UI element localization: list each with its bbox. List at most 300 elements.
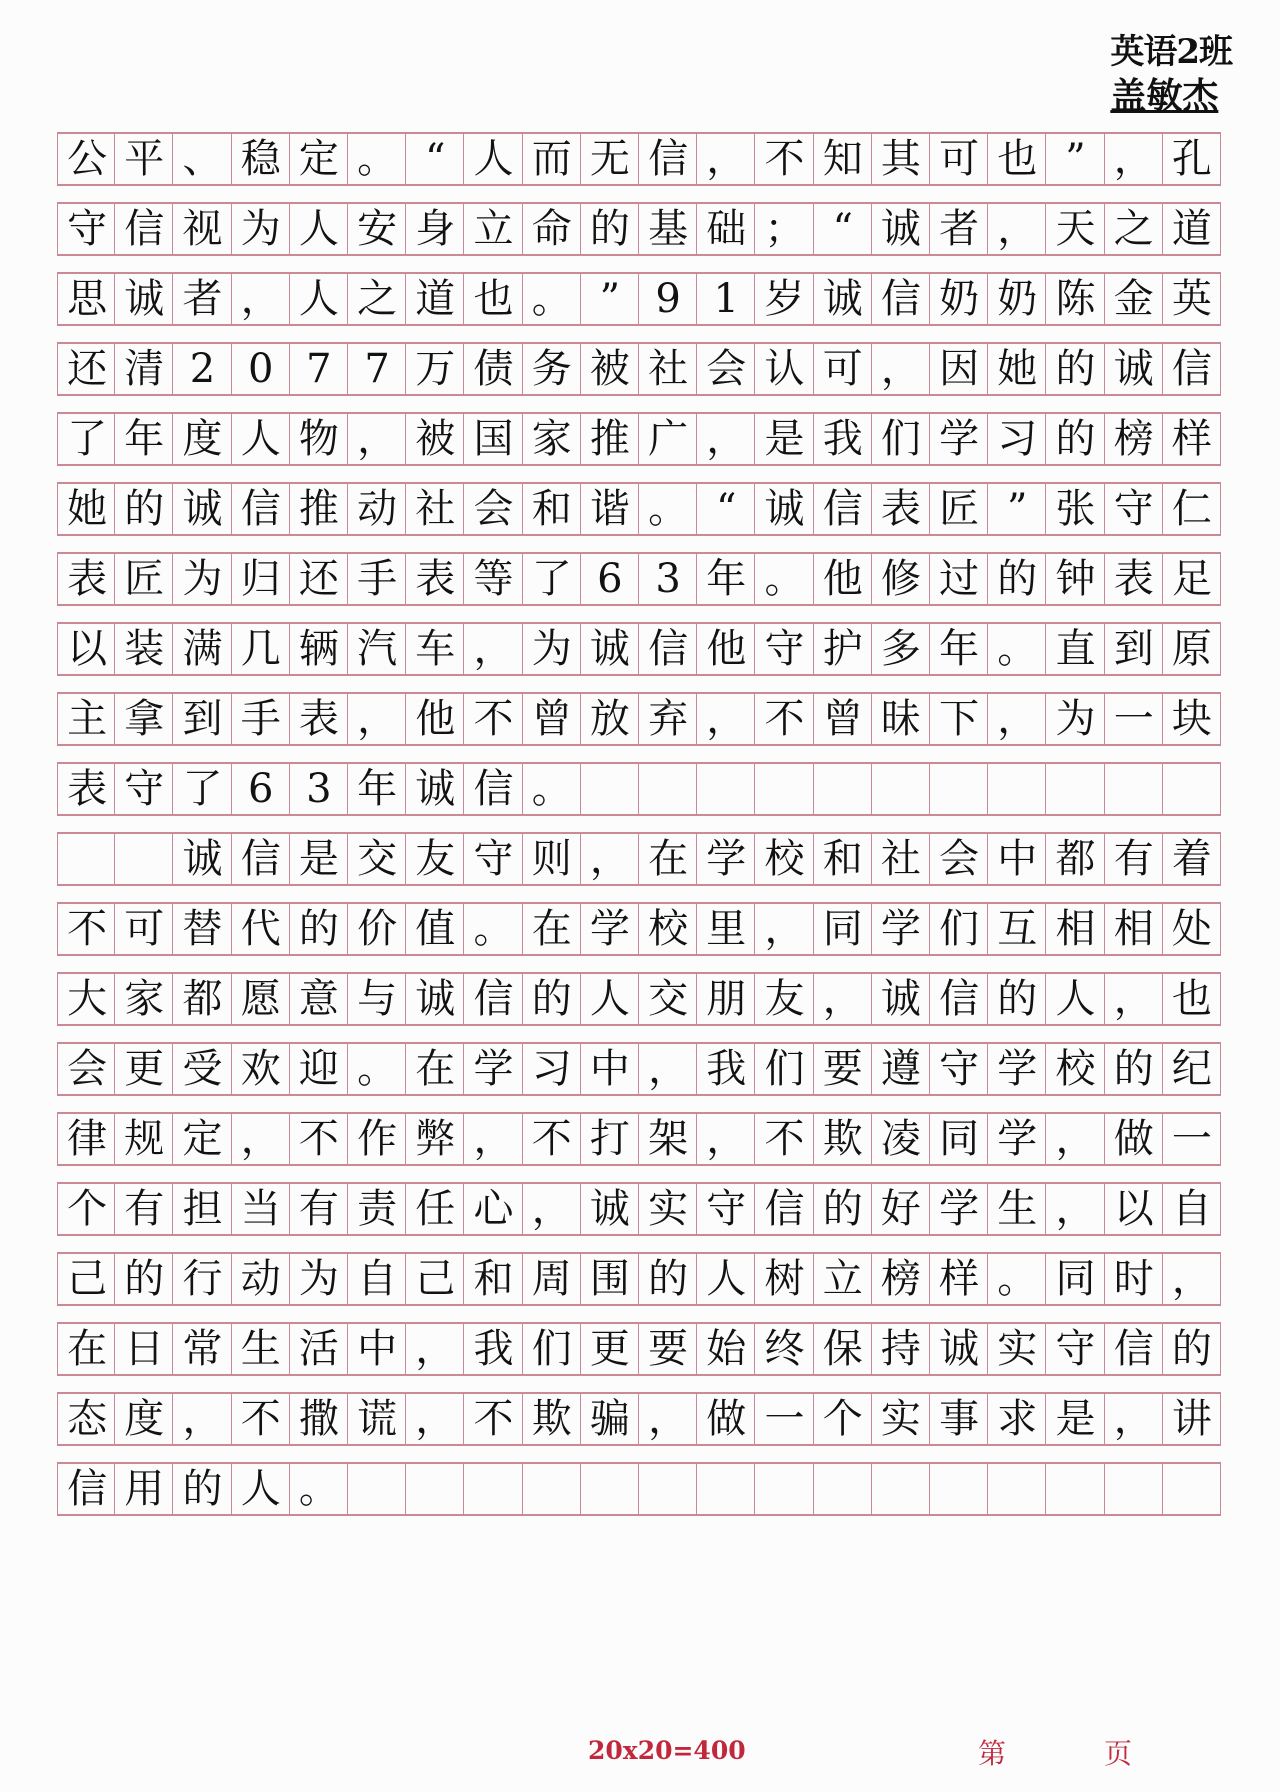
grid-cell: [872, 1254, 930, 1304]
grid-cell: [1105, 1324, 1163, 1374]
grid-cell: [988, 1324, 1046, 1374]
character: 代: [240, 906, 281, 952]
character: 也: [1171, 976, 1212, 1022]
grid-cell: [232, 204, 290, 254]
character: 的: [997, 976, 1038, 1022]
character: 友: [415, 836, 456, 882]
grid-cell: [523, 974, 581, 1024]
character: ，: [880, 346, 921, 392]
character: 知: [822, 136, 863, 182]
character: 诚: [415, 976, 456, 1022]
character: 学: [706, 836, 747, 882]
grid-row: [57, 1322, 1221, 1376]
grid-row: [57, 832, 1221, 886]
grid-cell: [930, 1254, 988, 1304]
grid-cell: [523, 904, 581, 954]
grid-row: [57, 342, 1221, 396]
character: 人: [589, 976, 630, 1022]
character: 清: [124, 346, 165, 392]
character: 奶: [997, 276, 1038, 322]
character: 的: [1113, 1046, 1154, 1092]
grid-row: [57, 202, 1221, 256]
grid-cell: [232, 1044, 290, 1094]
grid-cell: [406, 484, 464, 534]
character: 她: [997, 346, 1038, 392]
grid-cell: [290, 624, 348, 674]
character: 不: [67, 906, 108, 952]
grid-cell: [1046, 1394, 1104, 1444]
grid-cell: [1046, 904, 1104, 954]
character: 陈: [1055, 276, 1096, 322]
grid-cell: [173, 414, 231, 464]
character: 信: [1113, 1326, 1154, 1372]
grid-cell: [464, 1324, 522, 1374]
grid-cell: [115, 1044, 173, 1094]
grid-cell: [755, 1394, 813, 1444]
grid-cell: [755, 624, 813, 674]
character: 人: [240, 1466, 281, 1512]
character: 学: [939, 1186, 980, 1232]
grid-cell: [57, 624, 115, 674]
character: 友: [764, 976, 805, 1022]
character: 了: [182, 766, 223, 812]
grid-cell: [639, 1324, 697, 1374]
character: 欢: [240, 1046, 281, 1092]
grid-cell: [1046, 204, 1104, 254]
character: 会: [473, 486, 514, 532]
grid-cell: [639, 134, 697, 184]
grid-cell: [1105, 204, 1163, 254]
character: 块: [1171, 696, 1212, 742]
grid-row: [57, 902, 1221, 956]
character: 定: [182, 1116, 223, 1162]
grid-cell: [639, 1254, 697, 1304]
grid-cell: [988, 204, 1046, 254]
character: 行: [182, 1256, 223, 1302]
character: 身: [415, 206, 456, 252]
grid-cell: [348, 1324, 406, 1374]
character: 诚: [880, 976, 921, 1022]
character: 不: [473, 696, 514, 742]
character: 等: [473, 556, 514, 602]
character: ，: [531, 1186, 572, 1232]
grid-cell: [697, 1254, 755, 1304]
grid-row: [57, 1252, 1221, 1306]
character: 树: [764, 1256, 805, 1302]
character: 学: [880, 906, 921, 952]
grid-cell: [290, 694, 348, 744]
character: 度: [124, 1396, 165, 1442]
grid-cell: [930, 974, 988, 1024]
grid-cell: [755, 694, 813, 744]
character: 广: [648, 416, 689, 462]
character: 有: [298, 1186, 339, 1232]
character: 榜: [1113, 416, 1154, 462]
grid-cell: [872, 134, 930, 184]
character: 。: [531, 276, 572, 322]
character: 6: [247, 766, 274, 812]
grid-cell: [988, 554, 1046, 604]
character: 社: [648, 346, 689, 392]
character: 同: [1055, 1256, 1096, 1302]
grid-cell: [348, 1254, 406, 1304]
grid-cell: [57, 1394, 115, 1444]
grid-cell: [930, 274, 988, 324]
character: 拿: [124, 696, 165, 742]
character: 骗: [589, 1396, 630, 1442]
character: “: [832, 206, 853, 252]
character: 的: [298, 906, 339, 952]
character: 常: [182, 1326, 223, 1372]
grid-cell: [1163, 1324, 1221, 1374]
character: 信: [822, 486, 863, 532]
character: 张: [1055, 486, 1096, 532]
character: 表: [880, 486, 921, 532]
character: 务: [531, 346, 572, 392]
grid-cell: [115, 1394, 173, 1444]
character: 之: [1113, 206, 1154, 252]
character: 人: [473, 136, 514, 182]
grid-cell: [814, 204, 872, 254]
character: 3: [306, 766, 332, 812]
character: 学: [939, 416, 980, 462]
grid-cell: [406, 344, 464, 394]
grid-cell: [464, 204, 522, 254]
grid-cell: [348, 1114, 406, 1164]
character: 不: [764, 696, 805, 742]
character: ，: [1171, 1256, 1212, 1302]
character: 我: [706, 1046, 747, 1092]
character: 社: [415, 486, 456, 532]
grid-cell: [930, 904, 988, 954]
character: 信: [240, 836, 281, 882]
grid-cell: [814, 1114, 872, 1164]
character: 曾: [822, 696, 863, 742]
character: 讲: [1171, 1396, 1212, 1442]
character: 可: [939, 136, 980, 182]
grid-cell: [115, 1464, 173, 1514]
character: 都: [182, 976, 223, 1022]
character: 互: [997, 906, 1038, 952]
grid-cell: [173, 764, 231, 814]
grid-cell: [523, 344, 581, 394]
character: 的: [1055, 346, 1096, 392]
grid-cell: [1163, 1394, 1221, 1444]
character: 信: [880, 276, 921, 322]
grid-cell: [173, 204, 231, 254]
grid-cell: [57, 274, 115, 324]
grid-cell: [814, 1184, 872, 1234]
grid-cell: [1105, 134, 1163, 184]
grid-cell: [348, 1044, 406, 1094]
grid-cell: [581, 624, 639, 674]
character: 下: [939, 696, 980, 742]
grid-cell: [639, 484, 697, 534]
grid-cell: [1105, 1044, 1163, 1094]
grid-cell: [523, 1254, 581, 1304]
character: ；: [764, 206, 805, 252]
grid-cell: [232, 1394, 290, 1444]
character: 弊: [415, 1116, 456, 1162]
character: 年: [939, 626, 980, 672]
character: 者: [182, 276, 223, 322]
grid-cell: [115, 554, 173, 604]
character: 则: [531, 836, 572, 882]
character: 道: [415, 276, 456, 322]
character: 责: [357, 1186, 398, 1232]
grid-cell: [348, 974, 406, 1024]
character: ，: [648, 1396, 689, 1442]
grid-cell: [814, 1324, 872, 1374]
grid-cell: [57, 484, 115, 534]
character: 自: [1171, 1186, 1212, 1232]
character: 础: [706, 206, 747, 252]
character: “: [716, 486, 737, 532]
grid-cell: [1046, 834, 1104, 884]
character: 无: [589, 136, 630, 182]
character: 。: [531, 766, 572, 812]
character: 一: [1113, 696, 1154, 742]
character: 立: [473, 206, 514, 252]
character: ，: [589, 836, 630, 882]
character: 大: [67, 976, 108, 1022]
character: 生: [240, 1326, 281, 1372]
grid-cell: [57, 1254, 115, 1304]
character: 稳: [240, 136, 281, 182]
character: 者: [939, 206, 980, 252]
character: 6: [597, 556, 623, 602]
grid-cell: [1105, 974, 1163, 1024]
character: ，: [648, 1046, 689, 1092]
character: 守: [939, 1046, 980, 1092]
grid-cell: [1105, 274, 1163, 324]
grid-cell: [115, 414, 173, 464]
grid-cell: [755, 1254, 813, 1304]
character: 年: [357, 766, 398, 812]
character: 守: [473, 836, 514, 882]
grid-cell: [173, 694, 231, 744]
grid-cell: [406, 554, 464, 604]
character: 处: [1171, 906, 1212, 952]
grid-cell: [814, 904, 872, 954]
grid-cell: [697, 624, 755, 674]
character: 钟: [1055, 556, 1096, 602]
grid-cell: [464, 694, 522, 744]
grid-cell: [755, 204, 813, 254]
character: 为: [182, 556, 223, 602]
grid-cell: [232, 484, 290, 534]
character: 信: [124, 206, 165, 252]
grid-cell: [115, 1184, 173, 1234]
grid-cell: [1046, 1464, 1104, 1514]
character: 表: [67, 766, 108, 812]
character: “: [425, 136, 446, 182]
character: 为: [1055, 696, 1096, 742]
grid-cell: [348, 694, 406, 744]
character: 和: [822, 836, 863, 882]
grid-cell: [406, 1324, 464, 1374]
character: 个: [822, 1396, 863, 1442]
grid-cell: [988, 344, 1046, 394]
character: 思: [67, 276, 108, 322]
character: 也: [997, 136, 1038, 182]
grid-cell: [930, 1464, 988, 1514]
character: 当: [240, 1186, 281, 1232]
grid-cell: [1163, 904, 1221, 954]
grid-cell: [872, 1464, 930, 1514]
grid-cell: [290, 904, 348, 954]
grid-cell: [639, 1394, 697, 1444]
grid-cell: [523, 1394, 581, 1444]
grid-cell: [755, 1464, 813, 1514]
character: 价: [357, 906, 398, 952]
grid-cell: [581, 1324, 639, 1374]
character: 以: [1113, 1186, 1154, 1232]
character: ，: [473, 1116, 514, 1162]
character: 手: [357, 556, 398, 602]
character: ，: [1055, 1186, 1096, 1232]
grid-cell: [581, 134, 639, 184]
grid-cell: [464, 624, 522, 674]
character: 主: [67, 696, 108, 742]
grid-cell: [290, 204, 348, 254]
character: 在: [67, 1326, 108, 1372]
character: 学: [997, 1116, 1038, 1162]
grid-cell: [173, 134, 231, 184]
grid-cell: [57, 974, 115, 1024]
character: 被: [589, 346, 630, 392]
grid-cell: [173, 344, 231, 394]
character: 们: [531, 1326, 572, 1372]
character: 被: [415, 416, 456, 462]
grid-cell: [581, 484, 639, 534]
character: 。: [298, 1466, 339, 1512]
character: 谐: [589, 486, 630, 532]
grid-cell: [814, 624, 872, 674]
grid-cell: [406, 1114, 464, 1164]
grid-cell: [581, 1044, 639, 1094]
character: 校: [648, 906, 689, 952]
character: 也: [473, 276, 514, 322]
grid-cell: [581, 344, 639, 394]
grid-cell: [697, 694, 755, 744]
character: 诚: [822, 276, 863, 322]
grid-cell: [930, 344, 988, 394]
student-info: [1110, 30, 1232, 118]
grid-cell: [755, 554, 813, 604]
grid-cell: [232, 694, 290, 744]
character: 是: [764, 416, 805, 462]
grid-cell: [697, 484, 755, 534]
character: 会: [67, 1046, 108, 1092]
grid-cell: [1105, 1464, 1163, 1514]
character: 汽: [357, 626, 398, 672]
character: 视: [182, 206, 223, 252]
grid-cell: [464, 1184, 522, 1234]
grid-row: [57, 1182, 1221, 1236]
grid-cell: [755, 1044, 813, 1094]
grid-cell: [232, 1254, 290, 1304]
character: 围: [589, 1256, 630, 1302]
character: 值: [415, 906, 456, 952]
character: 求: [997, 1396, 1038, 1442]
grid-cell: [1046, 1324, 1104, 1374]
character: 他: [706, 626, 747, 672]
grid-cell: [1046, 1254, 1104, 1304]
grid-cell: [173, 1184, 231, 1234]
grid-cell: [1163, 134, 1221, 184]
character: 人: [298, 276, 339, 322]
character: 守: [764, 626, 805, 672]
character: 活: [298, 1326, 339, 1372]
grid-cell: [755, 274, 813, 324]
character: 周: [531, 1256, 572, 1302]
grid-cell: [1046, 484, 1104, 534]
grid-cell: [348, 484, 406, 534]
grid-cell: [115, 624, 173, 674]
grid-row: [57, 1042, 1221, 1096]
character: 修: [880, 556, 921, 602]
character: 诚: [182, 836, 223, 882]
character: 护: [822, 626, 863, 672]
grid-row: [57, 552, 1221, 606]
character: 放: [589, 696, 630, 742]
grid-cell: [1046, 1114, 1104, 1164]
character: 同: [822, 906, 863, 952]
character: 人: [298, 206, 339, 252]
character: 的: [1055, 416, 1096, 462]
character: 心: [473, 1186, 514, 1232]
grid-cell: [348, 134, 406, 184]
grid-cell: [348, 624, 406, 674]
grid-cell: [523, 274, 581, 324]
grid-cell: [115, 694, 173, 744]
character: 习: [997, 416, 1038, 462]
character: ”: [1007, 486, 1028, 532]
grid-cell: [697, 974, 755, 1024]
character: 为: [531, 626, 572, 672]
grid-cell: [348, 204, 406, 254]
grid-cell: [57, 1464, 115, 1514]
character: 校: [764, 836, 805, 882]
grid-cell: [814, 1254, 872, 1304]
grid-cell: [872, 1324, 930, 1374]
character: ，: [240, 1116, 281, 1162]
character: 信: [67, 1466, 108, 1512]
grid-row: [57, 272, 1221, 326]
grid-cell: [988, 1184, 1046, 1234]
grid-cell: [290, 1114, 348, 1164]
character: 他: [415, 696, 456, 742]
character: 守: [706, 1186, 747, 1232]
grid-cell: [988, 484, 1046, 534]
grid-cell: [930, 484, 988, 534]
grid-cell: [464, 1254, 522, 1304]
grid-cell: [581, 1394, 639, 1444]
character: 2: [189, 346, 216, 392]
grid-cell: [406, 1044, 464, 1094]
character: 定: [298, 136, 339, 182]
character: 以: [67, 626, 108, 672]
character: 始: [706, 1326, 747, 1372]
grid-cell: [406, 904, 464, 954]
grid-cell: [232, 414, 290, 464]
grid-cell: [581, 764, 639, 814]
grid-cell: [406, 1394, 464, 1444]
grid-cell: [872, 764, 930, 814]
grid-cell: [697, 1184, 755, 1234]
character: 动: [240, 1256, 281, 1302]
